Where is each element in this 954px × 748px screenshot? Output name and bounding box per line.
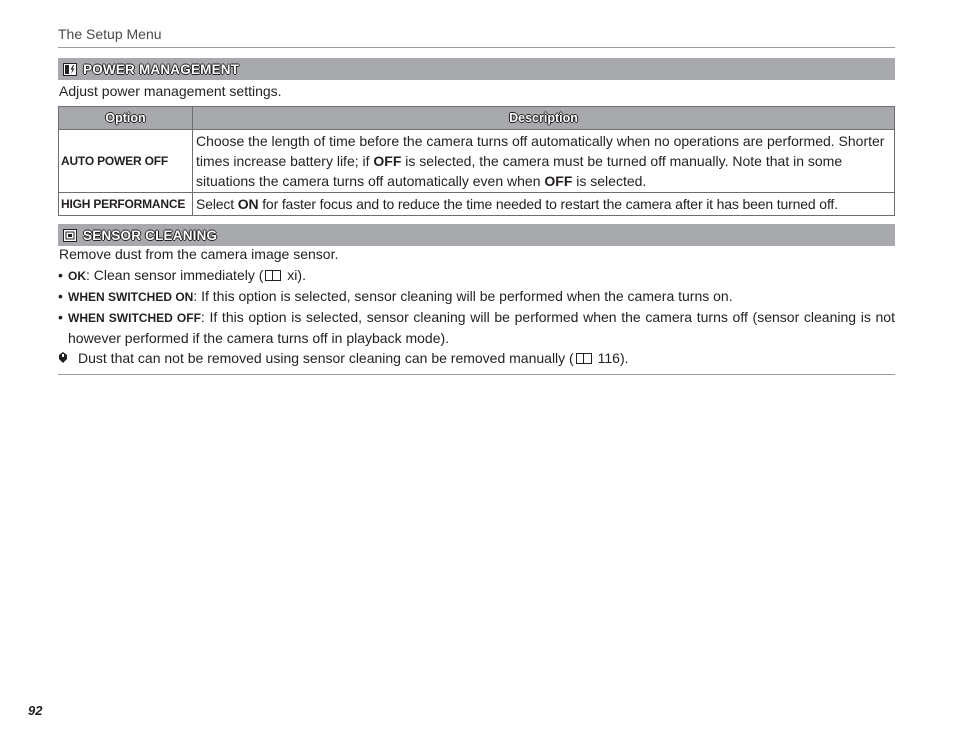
item-text: Dust that can not be removed using sensor cleaning can be removed manually (: [78, 350, 574, 366]
power-management-title: POWER MANAGEMENT: [83, 61, 240, 77]
description-text: is selected.: [572, 173, 647, 189]
section-divider: [58, 374, 895, 375]
sensor-cleaning-heading: [58, 224, 895, 246]
list-item-text: [68, 286, 895, 307]
page-reference-icon: [265, 270, 281, 281]
page-reference: xi: [287, 267, 298, 283]
note-item: [58, 348, 895, 368]
bullet: •: [58, 267, 63, 283]
sensor-options-list: [58, 265, 895, 368]
setting-value-off: OFF: [544, 173, 573, 189]
bullet: •: [58, 309, 63, 325]
header-divider: [58, 47, 895, 48]
option-auto-power-off: AUTO POWER OFF: [59, 130, 193, 193]
item-text: : Clean sensor immediately (: [86, 267, 264, 283]
sensor-cleaning-title: SENSOR CLEANING: [83, 227, 218, 243]
description-text: Select: [196, 196, 238, 212]
option-ok: OK: [68, 269, 86, 283]
option-column-header: Option: [59, 107, 193, 130]
option-high-performance: HIGH PERFORMANCE: [59, 193, 193, 216]
description-column-header: Description: [193, 107, 895, 130]
description-text: is selected, the camera must be turned off manually. Note that in some situations the camera turns off automatically even when: [196, 153, 843, 189]
power-management-intro: Adjust power management settings.: [59, 83, 282, 99]
item-text: : If this option is selected, sensor cleaning will be performed when the camera turns on.: [193, 288, 733, 304]
sensor-cleaning-icon: [63, 229, 77, 242]
sensor-cleaning-intro: Remove dust from the camera image sensor.: [59, 246, 339, 262]
description-text: for faster focus and to reduce the time needed to restart the camera after it has been turned off.: [258, 196, 838, 212]
bullet: •: [58, 288, 63, 304]
option-description: [193, 130, 895, 193]
power-options-table: [58, 106, 895, 216]
description-text: Choose the length of time before the camera turns off automatically when no operations are performed. Shorter times increase battery life; if: [196, 133, 885, 169]
setting-value-off: OFF: [373, 153, 402, 169]
option-description: [193, 193, 895, 216]
page-header-title: The Setup Menu: [58, 26, 162, 42]
page-reference-icon: [576, 353, 592, 364]
page-reference: 116: [597, 350, 620, 366]
option-when-switched-off: WHEN SWITCHED OFF: [68, 311, 201, 325]
item-text: ).: [619, 350, 629, 366]
power-management-icon: [63, 63, 77, 76]
item-text: : If this option is selected, sensor cleaning will be performed when the camera turns off (sensor cleaning is not however performed if the camera turns off in playback mode).: [68, 309, 895, 346]
table-header-row: [59, 107, 895, 130]
table-row: [59, 130, 895, 193]
option-when-switched-on: WHEN SWITCHED ON: [68, 290, 194, 304]
page-number: 92: [28, 703, 43, 718]
setting-value-on: ON: [237, 196, 259, 212]
list-item: [58, 265, 895, 286]
list-item: [58, 307, 895, 348]
note-text: [78, 348, 895, 368]
item-text: ).: [297, 267, 306, 283]
note-icon: [58, 348, 78, 368]
list-item: [58, 286, 895, 307]
table-row: [59, 193, 895, 216]
power-management-heading: [58, 58, 895, 80]
list-item-text: [68, 307, 895, 348]
list-item-text: [68, 265, 895, 286]
